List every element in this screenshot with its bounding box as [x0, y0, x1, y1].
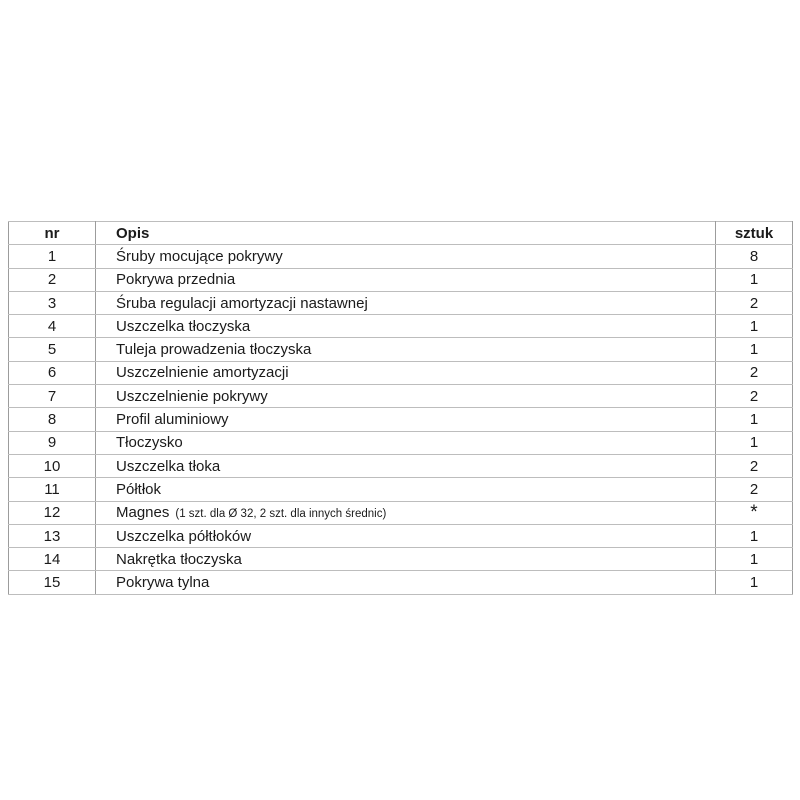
cell-opis: Śruba regulacji amortyzacji nastawnej — [96, 291, 716, 314]
cell-sztuk: 8 — [716, 245, 793, 268]
cell-nr: 12 — [9, 501, 96, 524]
cell-nr: 10 — [9, 454, 96, 477]
cell-sztuk: 2 — [716, 291, 793, 314]
cell-nr: 6 — [9, 361, 96, 384]
cell-nr: 1 — [9, 245, 96, 268]
cell-opis: Uszczelnienie amortyzacji — [96, 361, 716, 384]
column-header-opis: Opis — [96, 222, 716, 245]
cell-opis: Półtłok — [96, 478, 716, 501]
cell-opis: Uszczelnienie pokrywy — [96, 385, 716, 408]
cell-opis: Nakrętka tłoczyska — [96, 548, 716, 571]
column-header-sztuk: sztuk — [716, 222, 793, 245]
table-row — [9, 315, 793, 338]
table-row — [9, 478, 793, 501]
table-row — [9, 361, 793, 384]
table-row — [9, 291, 793, 314]
cell-opis: Profil aluminiowy — [96, 408, 716, 431]
table-row — [9, 454, 793, 477]
cell-sztuk: 1 — [716, 524, 793, 547]
cell-opis: Uszczelka półtłoków — [96, 524, 716, 547]
parts-table — [8, 221, 793, 595]
cell-nr: 9 — [9, 431, 96, 454]
cell-nr: 2 — [9, 268, 96, 291]
table-row — [9, 408, 793, 431]
cell-opis: Śruby mocujące pokrywy — [96, 245, 716, 268]
column-header-nr: nr — [9, 222, 96, 245]
table-row — [9, 431, 793, 454]
table-row — [9, 245, 793, 268]
table-row — [9, 385, 793, 408]
cell-nr: 3 — [9, 291, 96, 314]
table-header-row — [9, 222, 793, 245]
cell-opis: Pokrywa przednia — [96, 268, 716, 291]
cell-sztuk: 1 — [716, 268, 793, 291]
cell-sztuk: 1 — [716, 408, 793, 431]
cell-nr: 14 — [9, 548, 96, 571]
cell-opis-note: (1 szt. dla Ø 32, 2 szt. dla innych średnic) — [175, 507, 387, 520]
cell-opis: Uszczelka tłoczyska — [96, 315, 716, 338]
cell-sztuk: 1 — [716, 315, 793, 338]
cell-nr: 4 — [9, 315, 96, 338]
cell-sztuk: * — [716, 501, 793, 524]
table-row — [9, 501, 793, 524]
cell-nr: 8 — [9, 408, 96, 431]
table-row — [9, 548, 793, 571]
table-row — [9, 338, 793, 361]
cell-sztuk: 2 — [716, 454, 793, 477]
table-row — [9, 571, 793, 594]
cell-nr: 15 — [9, 571, 96, 594]
cell-opis: Tuleja prowadzenia tłoczyska — [96, 338, 716, 361]
table-row — [9, 524, 793, 547]
cell-sztuk: 2 — [716, 385, 793, 408]
cell-sztuk: 1 — [716, 338, 793, 361]
cell-nr: 11 — [9, 478, 96, 501]
cell-sztuk: 1 — [716, 548, 793, 571]
cell-opis-text: Magnes — [116, 503, 170, 521]
table-row — [9, 268, 793, 291]
cell-nr: 5 — [9, 338, 96, 361]
cell-sztuk: 1 — [716, 571, 793, 594]
cell-opis: Uszczelka tłoka — [96, 454, 716, 477]
cell-opis: Pokrywa tylna — [96, 571, 716, 594]
cell-sztuk: 1 — [716, 431, 793, 454]
cell-sztuk: 2 — [716, 361, 793, 384]
cell-nr: 7 — [9, 385, 96, 408]
cell-nr: 13 — [9, 524, 96, 547]
cell-sztuk: 2 — [716, 478, 793, 501]
cell-opis — [96, 501, 716, 524]
cell-opis: Tłoczysko — [96, 431, 716, 454]
